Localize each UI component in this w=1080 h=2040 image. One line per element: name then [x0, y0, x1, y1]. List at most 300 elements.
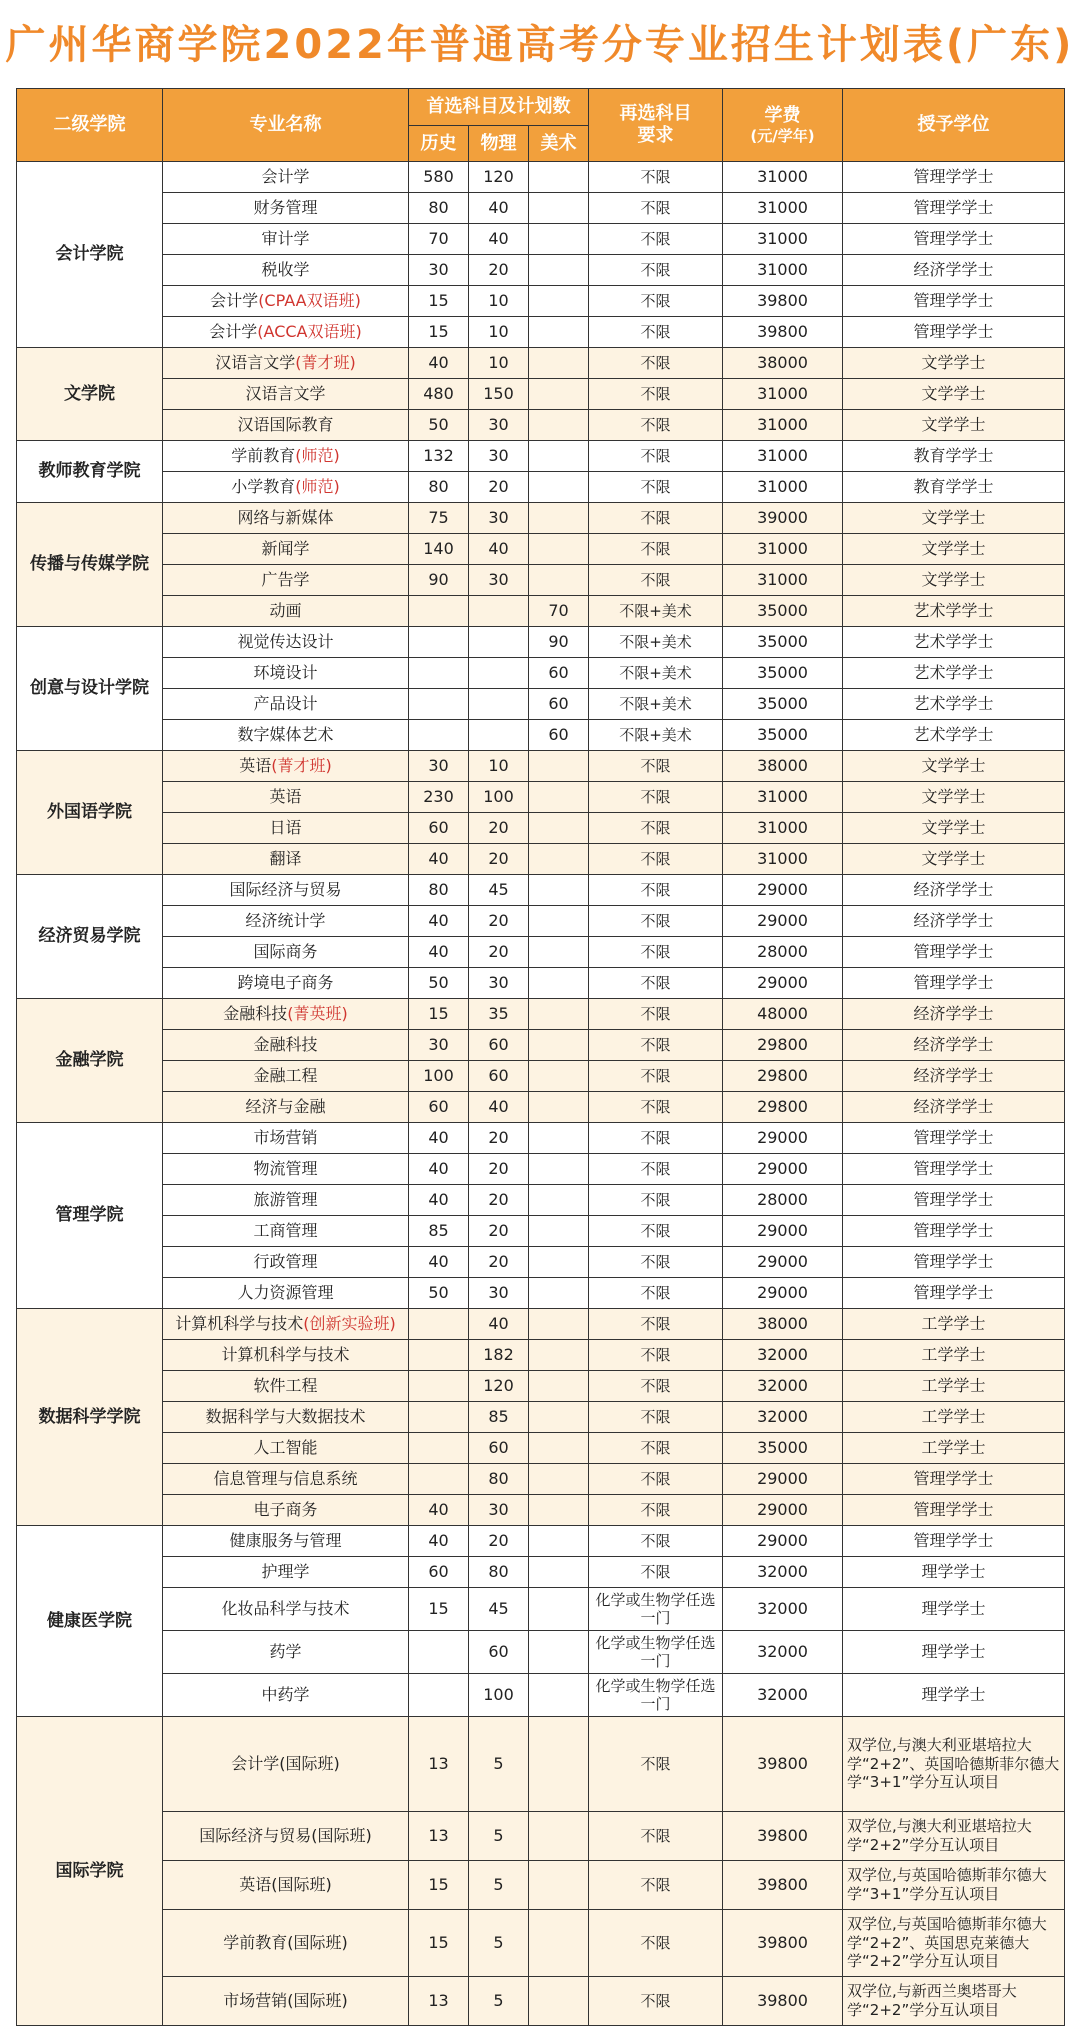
physics-count: 20 — [469, 1247, 529, 1278]
degree-awarded: 理学学士 — [843, 1631, 1065, 1674]
college-name: 国际学院 — [17, 1717, 163, 2026]
history-count: 30 — [409, 751, 469, 782]
table-row — [17, 255, 1065, 286]
major-name: 国际商务 — [253, 942, 318, 962]
table-row — [17, 658, 1065, 689]
art-count — [529, 1588, 589, 1631]
major-name-cell — [163, 1247, 409, 1278]
reselect-requirement: 不限 — [589, 1154, 723, 1185]
major-name: 跨境电子商务 — [237, 973, 334, 993]
major-name-cell — [163, 875, 409, 906]
art-count — [529, 813, 589, 844]
college-name: 经济贸易学院 — [17, 875, 163, 999]
tuition-fee: 39800 — [723, 1812, 843, 1861]
tuition-fee: 35000 — [723, 596, 843, 627]
art-count — [529, 1812, 589, 1861]
physics-count: 45 — [469, 1588, 529, 1631]
table-row — [17, 1030, 1065, 1061]
physics-count: 60 — [469, 1061, 529, 1092]
reselect-requirement: 不限 — [589, 565, 723, 596]
header-fee-line1: 学费 — [764, 105, 801, 127]
major-name: 数字媒体艺术 — [237, 725, 334, 745]
history-count: 50 — [409, 410, 469, 441]
table-row — [17, 503, 1065, 534]
physics-count: 5 — [469, 1812, 529, 1861]
history-count: 60 — [409, 1092, 469, 1123]
major-name-cell — [163, 1123, 409, 1154]
tuition-fee: 28000 — [723, 937, 843, 968]
physics-count: 30 — [469, 410, 529, 441]
art-count: 60 — [529, 658, 589, 689]
physics-count — [469, 658, 529, 689]
physics-count: 182 — [469, 1340, 529, 1371]
degree-awarded: 经济学学士 — [843, 906, 1065, 937]
art-count — [529, 1154, 589, 1185]
reselect-requirement: 不限 — [589, 1092, 723, 1123]
major-name: 经济统计学 — [245, 911, 326, 931]
major-name: 视觉传达设计 — [237, 632, 334, 652]
major-name: 物流管理 — [253, 1159, 318, 1179]
degree-awarded: 管理学学士 — [843, 1526, 1065, 1557]
table-row — [17, 1631, 1065, 1674]
art-count — [529, 441, 589, 472]
enrollment-plan-table — [16, 88, 1065, 2026]
major-name: 学前教育(国际班) — [223, 1933, 348, 1953]
history-count: 15 — [409, 1910, 469, 1977]
history-count: 230 — [409, 782, 469, 813]
physics-count: 10 — [469, 286, 529, 317]
physics-count: 20 — [469, 813, 529, 844]
degree-awarded: 艺术学学士 — [843, 720, 1065, 751]
physics-count: 20 — [469, 472, 529, 503]
history-count — [409, 689, 469, 720]
reselect-requirement: 不限 — [589, 1910, 723, 1977]
header-degree: 授予学位 — [843, 89, 1065, 162]
header-reselect — [589, 89, 723, 162]
tuition-fee: 35000 — [723, 720, 843, 751]
physics-count: 85 — [469, 1402, 529, 1433]
history-count: 40 — [409, 1123, 469, 1154]
major-name: 数据科学与大数据技术 — [205, 1407, 366, 1427]
reselect-requirement: 不限 — [589, 1557, 723, 1588]
art-count — [529, 379, 589, 410]
major-name: 财务管理 — [253, 198, 318, 218]
table-row — [17, 937, 1065, 968]
reselect-requirement: 不限+美术 — [589, 596, 723, 627]
history-count: 13 — [409, 1717, 469, 1812]
major-name: 翻译 — [269, 849, 302, 869]
major-name-cell — [163, 1030, 409, 1061]
physics-count: 100 — [469, 782, 529, 813]
major-name: 网络与新媒体 — [237, 508, 334, 528]
degree-awarded: 双学位,与新西兰奥塔哥大学“2+2”学分互认项目 — [843, 1977, 1065, 2026]
table-row — [17, 596, 1065, 627]
major-name: 软件工程 — [253, 1376, 318, 1396]
major-name-cell — [163, 1340, 409, 1371]
major-name-cell — [163, 1371, 409, 1402]
history-count: 60 — [409, 1557, 469, 1588]
tuition-fee: 29000 — [723, 1526, 843, 1557]
table-row — [17, 224, 1065, 255]
degree-awarded: 文学学士 — [843, 844, 1065, 875]
major-name-cell — [163, 255, 409, 286]
history-count: 80 — [409, 875, 469, 906]
major-name-cell — [163, 472, 409, 503]
art-count — [529, 1247, 589, 1278]
history-count: 80 — [409, 472, 469, 503]
tuition-fee: 31000 — [723, 193, 843, 224]
major-name-cell — [163, 379, 409, 410]
tuition-fee: 39800 — [723, 1861, 843, 1910]
major-name: 产品设计 — [253, 694, 318, 714]
history-count — [409, 1309, 469, 1340]
major-name-cell — [163, 937, 409, 968]
table-row — [17, 1526, 1065, 1557]
major-name: 学前教育 — [231, 446, 296, 466]
reselect-requirement: 不限 — [589, 782, 723, 813]
art-count: 90 — [529, 627, 589, 658]
major-name-cell — [163, 1092, 409, 1123]
art-count — [529, 844, 589, 875]
table-body — [17, 162, 1065, 2026]
degree-awarded: 双学位,与英国哈德斯菲尔德大学“3+1”学分互认项目 — [843, 1861, 1065, 1910]
history-count: 60 — [409, 813, 469, 844]
table-row — [17, 565, 1065, 596]
art-count — [529, 1526, 589, 1557]
major-name-cell — [163, 317, 409, 348]
reselect-requirement: 不限 — [589, 844, 723, 875]
header-art: 美术 — [529, 126, 589, 162]
art-count — [529, 224, 589, 255]
tuition-fee: 31000 — [723, 162, 843, 193]
art-count — [529, 999, 589, 1030]
college-name: 健康医学院 — [17, 1526, 163, 1717]
table-row — [17, 1154, 1065, 1185]
table-row — [17, 1123, 1065, 1154]
major-name-cell — [163, 689, 409, 720]
major-name: 人工智能 — [253, 1438, 318, 1458]
reselect-requirement: 不限 — [589, 255, 723, 286]
history-count: 40 — [409, 1185, 469, 1216]
reselect-requirement: 不限+美术 — [589, 689, 723, 720]
art-count — [529, 1910, 589, 1977]
history-count: 50 — [409, 1278, 469, 1309]
degree-awarded: 经济学学士 — [843, 1092, 1065, 1123]
art-count — [529, 472, 589, 503]
physics-count: 35 — [469, 999, 529, 1030]
history-count — [409, 1464, 469, 1495]
tuition-fee: 32000 — [723, 1557, 843, 1588]
reselect-requirement: 不限 — [589, 1247, 723, 1278]
table-row — [17, 720, 1065, 751]
major-name-cell — [163, 720, 409, 751]
degree-awarded: 管理学学士 — [843, 1216, 1065, 1247]
history-count: 90 — [409, 565, 469, 596]
major-name: 人力资源管理 — [237, 1283, 334, 1303]
college-name: 传播与传媒学院 — [17, 503, 163, 627]
tuition-fee: 31000 — [723, 534, 843, 565]
table-row — [17, 1061, 1065, 1092]
major-name: 化妆品科学与技术 — [221, 1599, 350, 1619]
table-row — [17, 317, 1065, 348]
history-count: 480 — [409, 379, 469, 410]
reselect-requirement: 不限 — [589, 1977, 723, 2026]
reselect-requirement: 不限+美术 — [589, 627, 723, 658]
tuition-fee: 29000 — [723, 906, 843, 937]
table-row — [17, 844, 1065, 875]
tuition-fee: 29800 — [723, 1030, 843, 1061]
tuition-fee: 32000 — [723, 1588, 843, 1631]
major-name: 工商管理 — [253, 1221, 318, 1241]
table-row — [17, 1216, 1065, 1247]
physics-count: 5 — [469, 1910, 529, 1977]
art-count — [529, 1371, 589, 1402]
art-count — [529, 751, 589, 782]
tuition-fee: 39800 — [723, 317, 843, 348]
header-reselect-line2: 要求 — [637, 125, 674, 146]
history-count: 140 — [409, 534, 469, 565]
physics-count: 5 — [469, 1977, 529, 2026]
history-count: 40 — [409, 1495, 469, 1526]
history-count: 15 — [409, 999, 469, 1030]
tuition-fee: 29000 — [723, 1464, 843, 1495]
art-count — [529, 1030, 589, 1061]
major-name: 行政管理 — [253, 1252, 318, 1272]
history-count — [409, 1402, 469, 1433]
physics-count: 40 — [469, 534, 529, 565]
major-name: 环境设计 — [253, 663, 318, 683]
physics-count: 80 — [469, 1557, 529, 1588]
degree-awarded: 教育学学士 — [843, 441, 1065, 472]
art-count — [529, 1340, 589, 1371]
major-name-cell — [163, 906, 409, 937]
table-row — [17, 1371, 1065, 1402]
tuition-fee: 31000 — [723, 565, 843, 596]
major-name: 计算机科学与技术 — [221, 1345, 350, 1365]
art-count — [529, 875, 589, 906]
degree-awarded: 文学学士 — [843, 565, 1065, 596]
major-name: 市场营销(国际班) — [223, 1991, 348, 2011]
art-count — [529, 1557, 589, 1588]
art-count — [529, 1278, 589, 1309]
header-fee — [723, 89, 843, 162]
art-count — [529, 410, 589, 441]
major-name: 会计学 — [209, 322, 258, 342]
physics-count: 40 — [469, 1309, 529, 1340]
major-name-cell — [163, 1154, 409, 1185]
major-name-cell — [163, 844, 409, 875]
college-name: 文学院 — [17, 348, 163, 441]
class-note: (CPAA双语班) — [258, 291, 361, 311]
art-count — [529, 348, 589, 379]
tuition-fee: 29800 — [723, 1092, 843, 1123]
degree-awarded: 文学学士 — [843, 379, 1065, 410]
table-row — [17, 1185, 1065, 1216]
table-header — [17, 89, 1065, 162]
reselect-requirement: 化学或生物学任选一门 — [589, 1631, 723, 1674]
major-name-cell — [163, 1526, 409, 1557]
header-history: 历史 — [409, 126, 469, 162]
college-name: 管理学院 — [17, 1123, 163, 1309]
physics-count: 120 — [469, 1371, 529, 1402]
major-name-cell — [163, 565, 409, 596]
tuition-fee: 31000 — [723, 472, 843, 503]
history-count: 40 — [409, 937, 469, 968]
tuition-fee: 35000 — [723, 1433, 843, 1464]
physics-count: 5 — [469, 1861, 529, 1910]
degree-awarded: 管理学学士 — [843, 162, 1065, 193]
physics-count: 40 — [469, 1092, 529, 1123]
degree-awarded: 管理学学士 — [843, 1154, 1065, 1185]
history-count — [409, 627, 469, 658]
reselect-requirement: 不限 — [589, 875, 723, 906]
major-name-cell — [163, 1402, 409, 1433]
tuition-fee: 32000 — [723, 1371, 843, 1402]
degree-awarded: 管理学学士 — [843, 1247, 1065, 1278]
tuition-fee: 29000 — [723, 1216, 843, 1247]
degree-awarded: 管理学学士 — [843, 1278, 1065, 1309]
reselect-requirement: 不限 — [589, 441, 723, 472]
tuition-fee: 39800 — [723, 1717, 843, 1812]
tuition-fee: 32000 — [723, 1674, 843, 1717]
major-name-cell — [163, 1309, 409, 1340]
physics-count: 80 — [469, 1464, 529, 1495]
major-name-cell — [163, 1216, 409, 1247]
major-name-cell — [163, 1631, 409, 1674]
tuition-fee: 31000 — [723, 224, 843, 255]
reselect-requirement: 不限 — [589, 968, 723, 999]
history-count — [409, 1340, 469, 1371]
physics-count: 60 — [469, 1631, 529, 1674]
physics-count: 150 — [469, 379, 529, 410]
history-count — [409, 596, 469, 627]
history-count: 15 — [409, 317, 469, 348]
table-row — [17, 1910, 1065, 1977]
history-count: 40 — [409, 1526, 469, 1557]
tuition-fee: 28000 — [723, 1185, 843, 1216]
reselect-requirement: 不限 — [589, 162, 723, 193]
history-count: 40 — [409, 1154, 469, 1185]
reselect-requirement: 不限 — [589, 1278, 723, 1309]
major-name-cell — [163, 1464, 409, 1495]
reselect-requirement: 不限 — [589, 1309, 723, 1340]
table-row — [17, 813, 1065, 844]
reselect-requirement: 不限 — [589, 1030, 723, 1061]
header-fee-line2: (元/学年) — [750, 126, 815, 145]
history-count — [409, 720, 469, 751]
major-name: 信息管理与信息系统 — [213, 1469, 358, 1489]
reselect-requirement: 不限 — [589, 286, 723, 317]
art-count — [529, 1402, 589, 1433]
reselect-requirement: 不限 — [589, 472, 723, 503]
art-count — [529, 162, 589, 193]
reselect-requirement: 不限 — [589, 1812, 723, 1861]
major-name: 动画 — [269, 601, 302, 621]
major-name-cell — [163, 193, 409, 224]
major-name: 市场营销 — [253, 1128, 318, 1148]
degree-awarded: 文学学士 — [843, 348, 1065, 379]
physics-count: 30 — [469, 1495, 529, 1526]
table-row — [17, 782, 1065, 813]
history-count: 50 — [409, 968, 469, 999]
physics-count: 45 — [469, 875, 529, 906]
major-name: 药学 — [269, 1642, 302, 1662]
table-row — [17, 875, 1065, 906]
reselect-requirement: 不限 — [589, 348, 723, 379]
reselect-requirement: 不限+美术 — [589, 720, 723, 751]
major-name-cell — [163, 596, 409, 627]
art-count: 60 — [529, 689, 589, 720]
tuition-fee: 39000 — [723, 503, 843, 534]
reselect-requirement: 化学或生物学任选一门 — [589, 1588, 723, 1631]
major-name-cell — [163, 1588, 409, 1631]
tuition-fee: 35000 — [723, 658, 843, 689]
major-name: 广告学 — [261, 570, 310, 590]
major-name-cell — [163, 224, 409, 255]
class-note: (创新实验班) — [303, 1314, 396, 1334]
degree-awarded: 管理学学士 — [843, 1464, 1065, 1495]
table-row — [17, 1495, 1065, 1526]
header-major: 专业名称 — [163, 89, 409, 162]
history-count: 100 — [409, 1061, 469, 1092]
major-name-cell — [163, 627, 409, 658]
major-name-cell — [163, 813, 409, 844]
physics-count: 20 — [469, 844, 529, 875]
major-name-cell — [163, 782, 409, 813]
art-count — [529, 1717, 589, 1812]
major-name: 汉语国际教育 — [237, 415, 334, 435]
major-name: 健康服务与管理 — [229, 1531, 342, 1551]
history-count: 132 — [409, 441, 469, 472]
major-name: 会计学 — [261, 167, 310, 187]
table-row — [17, 689, 1065, 720]
major-name: 中药学 — [261, 1685, 310, 1705]
major-name-cell — [163, 751, 409, 782]
major-name: 护理学 — [261, 1562, 310, 1582]
physics-count: 20 — [469, 1185, 529, 1216]
major-name: 金融工程 — [253, 1066, 318, 1086]
tuition-fee: 32000 — [723, 1402, 843, 1433]
tuition-fee: 39800 — [723, 1910, 843, 1977]
reselect-requirement: 不限 — [589, 751, 723, 782]
major-name-cell — [163, 1061, 409, 1092]
reselect-requirement: 不限 — [589, 1061, 723, 1092]
degree-awarded: 双学位,与英国哈德斯菲尔德大学“2+2”、英国思克莱德大学“2+2”学分互认项目 — [843, 1910, 1065, 1977]
art-count — [529, 1861, 589, 1910]
table-row — [17, 906, 1065, 937]
tuition-fee: 32000 — [723, 1340, 843, 1371]
table-row — [17, 751, 1065, 782]
history-count: 40 — [409, 348, 469, 379]
history-count — [409, 658, 469, 689]
art-count — [529, 1977, 589, 2026]
physics-count — [469, 627, 529, 658]
reselect-requirement: 不限 — [589, 410, 723, 441]
major-name: 金融科技 — [253, 1035, 318, 1055]
history-count: 70 — [409, 224, 469, 255]
history-count: 15 — [409, 286, 469, 317]
major-name-cell — [163, 999, 409, 1030]
degree-awarded: 经济学学士 — [843, 1061, 1065, 1092]
history-count: 75 — [409, 503, 469, 534]
major-name-cell — [163, 1861, 409, 1910]
art-count — [529, 286, 589, 317]
physics-count: 20 — [469, 1154, 529, 1185]
reselect-requirement: 化学或生物学任选一门 — [589, 1674, 723, 1717]
art-count — [529, 1123, 589, 1154]
major-name: 新闻学 — [261, 539, 310, 559]
tuition-fee: 29000 — [723, 1278, 843, 1309]
